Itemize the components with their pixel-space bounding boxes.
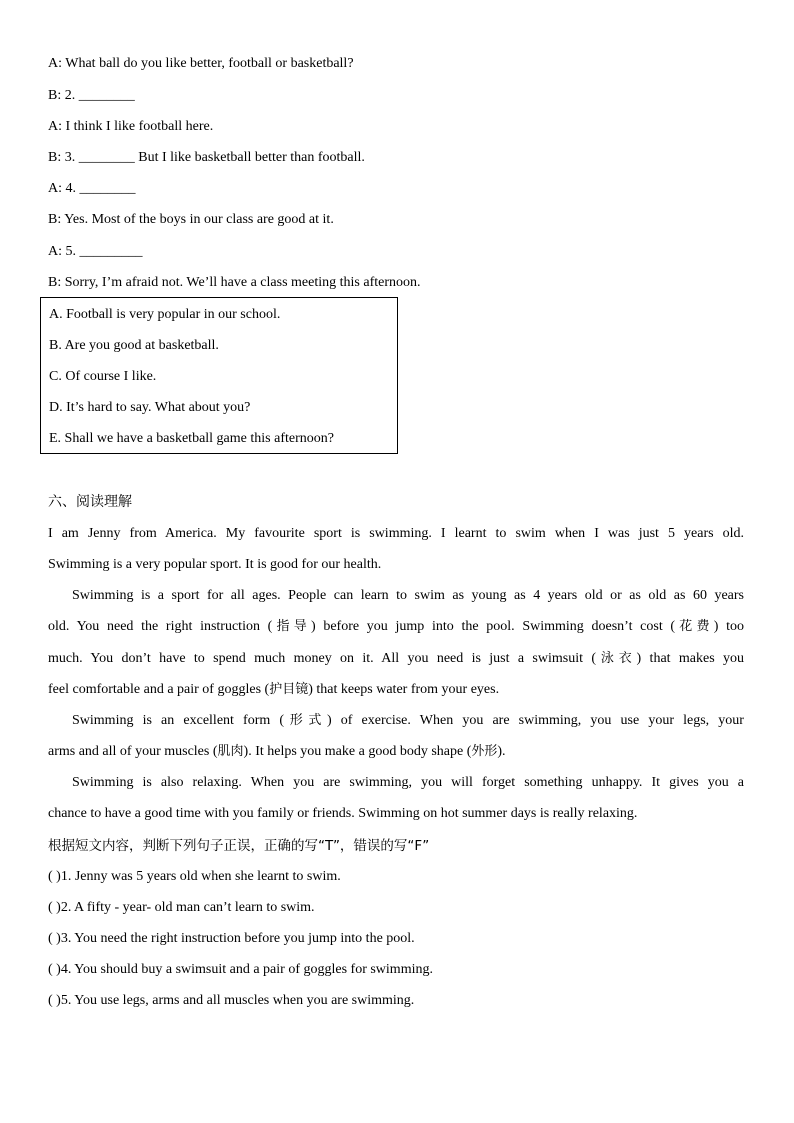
passage-p2-line2: old. You need the right instruction (指导) before you jump into the pool. Swimming doesn’t cost (花费) too <box>48 619 744 634</box>
passage-p1-line1: I am Jenny from America. My favourite sport is swimming. I learnt to swim when I was just 5 years old. <box>48 526 744 541</box>
dialogue-line-6: B: Yes. Most of the boys in our class are good at it. <box>48 212 334 227</box>
options-box <box>40 297 398 454</box>
dialogue-line-4: B: 3. ________ But I like basketball better than football. <box>48 150 365 165</box>
question-1: ( )1. Jenny was 5 years old when she learnt to swim. <box>48 869 341 884</box>
passage-p4-line2: chance to have a good time with you family or friends. Swimming on hot summer days is really relaxing. <box>48 806 638 821</box>
passage-p2-line3: much. You don’t have to spend much money on it. All you need is just a swimsuit (泳衣) that makes you <box>48 651 745 666</box>
option-c: C. Of course I like. <box>49 369 157 384</box>
passage-p3-line2: arms and all of your muscles (肌肉). It helps you make a good body shape (外形). <box>48 744 506 759</box>
passage-p2-line1: Swimming is a sport for all ages. People can learn to swim as young as 4 years old or as old as 60 years <box>72 588 744 603</box>
question-2: ( )2. A fifty - year- old man can’t learn to swim. <box>48 900 315 915</box>
dialogue-line-5: A: 4. ________ <box>48 181 136 196</box>
question-4: ( )4. You should buy a swimsuit and a pair of goggles for swimming. <box>48 962 433 977</box>
option-d: D. It’s hard to say. What about you? <box>49 400 251 415</box>
dialogue-line-1: A: What ball do you like better, football or basketball? <box>48 56 354 71</box>
section-heading: 六、阅读理解 <box>48 494 132 510</box>
question-5: ( )5. You use legs, arms and all muscles when you are swimming. <box>48 993 415 1008</box>
dialogue-line-7: A: 5. _________ <box>48 244 143 259</box>
question-3: ( )3. You need the right instruction before you jump into the pool. <box>48 931 415 946</box>
option-a: A. Football is very popular in our school. <box>49 307 281 322</box>
dialogue-line-2: B: 2. ________ <box>48 88 135 103</box>
dialogue-line-8: B: Sorry, I’m afraid not. We’ll have a class meeting this afternoon. <box>48 275 421 290</box>
passage-p2-line4: feel comfortable and a pair of goggles (护目镜) that keeps water from your eyes. <box>48 682 500 697</box>
option-b: B. Are you good at basketball. <box>49 338 219 353</box>
dialogue-line-3: A: I think I like football here. <box>48 119 214 134</box>
option-e: E. Shall we have a basketball game this afternoon? <box>49 431 334 446</box>
exercise-instruction: 根据短文内容，判断下列句子正误，正确的写“T”，错误的写“F” <box>48 838 430 854</box>
passage-p4-line1: Swimming is also relaxing. When you are swimming, you will forget something unhappy. It gives you a <box>72 775 744 790</box>
passage-p1-line2: Swimming is a very popular sport. It is good for our health. <box>48 557 382 572</box>
passage-p3-line1: Swimming is an excellent form (形式) of exercise. When you are swimming, you use your legs, your <box>72 713 744 728</box>
